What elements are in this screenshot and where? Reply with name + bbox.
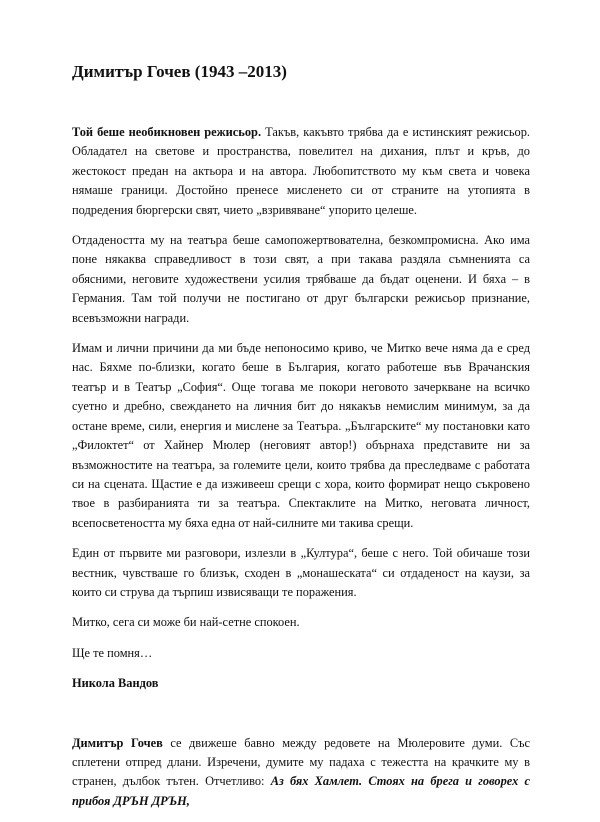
paragraph-7-text: се движеше бавно между редовете на Мюлеровите думи. Със сплетени отпред длани. Изречени, думите му падаха с тежестта на крачките му в странен, дълбок тътен. Отчетливо: xyxy=(72,735,531,789)
paragraph-5: Митко, сега си може би най-сетне спокоен. xyxy=(72,615,300,630)
paragraph-1-lead: Той беше необикновен режисьор. xyxy=(72,125,262,139)
signature-name: Никола Вандов xyxy=(72,676,159,691)
paragraph-2: Отдадеността му на театъра беше самопожертвователна, безкомпромисна. Ако има поне някаква справедливост в този свят, а при такава раздяла съмненията са обясними, неговите художествени усилия трябваше да бъдат оценени. И бяха – в Германия. Там той получи не постигано от друг български режисьор признание, всевъзможни награди. xyxy=(72,233,530,325)
paragraph-7-quote: Аз бях Хамлет. Стоях на брега и говорех с прибоя ДРЪН ДРЪН, xyxy=(72,774,530,808)
paragraph-7-lead: Димитър Гочев xyxy=(72,735,163,750)
page-title: Димитър Гочев (1943 –2013) xyxy=(72,62,287,81)
paragraph-3: Имам и лични причини да ми бъде непоносимо криво, че Митко вече няма да е сред нас. Бяхме по-близки, когато беше в България, когато работеше във Врачанския театър и в Театър „София“. Още тогава ме покори неговото зачеркване на всичко суетно и дребно, свеждането на личния бит до някакъв немислим минимум, за да остане време, сили, енергия и мислене за Театъра. „Българските“ му постановки като „Филоктет“ от Хайнер Мюлер (неговият автор!) обърнаха представите ни за възможностите на театъра, за големите цели, които трябва да преследваме с работата си на сцената. Щастие е да изживееш срещи с хора, които формират нещо съкровено твое в разбиранията ти за театъра. Спектаклите на Митко, неговата личност, всепосветеността му бяха една от най-силните ми такива срещи. xyxy=(72,341,530,530)
article-body xyxy=(72,123,530,822)
paragraph-6: Ще те помня… xyxy=(72,645,153,660)
signature xyxy=(72,674,530,693)
paragraph-4: Един от първите ми разговори, излезли в „Култура“, беше с него. Той обичаше този вестник, чувстваше го близък, сходен в „монашеската“ си отдаденост на каузи, за които си струва да търпиш извисяващи те поражения. xyxy=(72,546,530,599)
paragraph-1 xyxy=(72,123,530,220)
paragraph-1-text: Такъв, какъвто трябва да е истинският режисьор. Обладател на светове и пространства, повелител на дихания, плът и кръв, до жестокост предан на актьора и на автора. Любопитството му към света и човека нямаше граници. Достойно пренесе мисленето си от страните на утопията в подредения бюргерски свят, чието „взривяване“ упорито целеше. xyxy=(72,125,530,217)
